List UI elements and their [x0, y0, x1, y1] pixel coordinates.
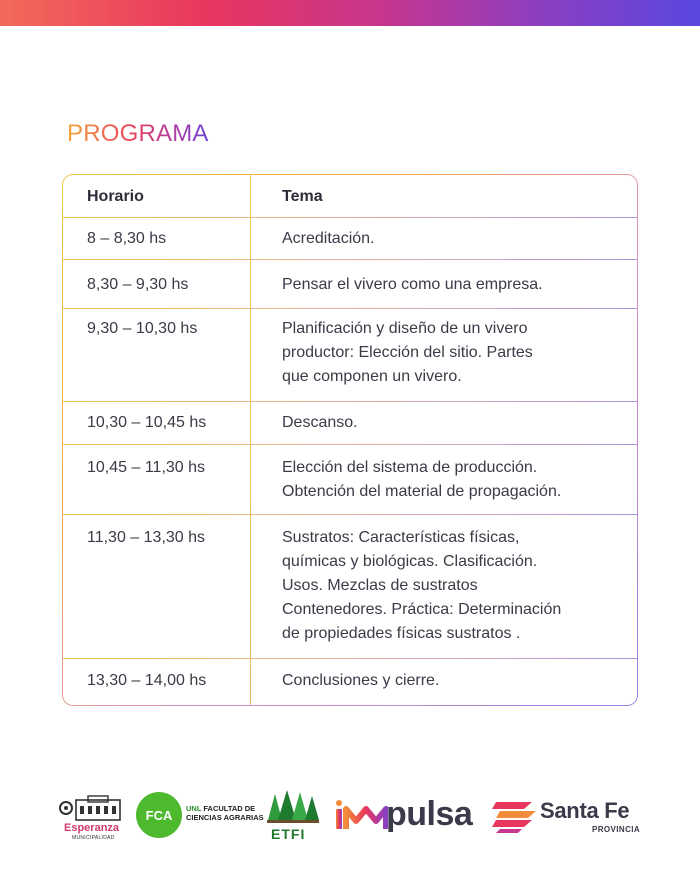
topic-line: Contenedores. Práctica: Determinación: [282, 601, 562, 618]
impulsa-wordmark: pulsa: [386, 795, 473, 833]
row-time: 11,30 – 13,30 hs: [87, 529, 206, 546]
row-time: 8,30 – 9,30 hs: [87, 276, 189, 293]
santafe-subtitle: PROVINCIA: [592, 825, 641, 834]
header-tema: Tema: [282, 188, 323, 205]
table-row: [63, 402, 637, 445]
row-time: 10,30 – 10,45 hs: [87, 414, 207, 431]
topic-line: Obtención del material de propagación.: [282, 483, 562, 500]
topic-line: de propiedades físicas sustratos .: [282, 625, 521, 642]
topic-line: Pensar el vivero como una empresa.: [282, 276, 543, 293]
row-topic: [282, 456, 622, 504]
topic-line: Conclusiones y cierre.: [282, 672, 440, 689]
topic-line: Elección del sistema de producción.: [282, 459, 538, 476]
topic-line: que componen un vivero.: [282, 368, 462, 385]
table-row: [63, 309, 637, 402]
trees-icon: [267, 790, 319, 828]
santafe-wordmark: Santa Fe: [540, 798, 630, 823]
santafe-flag-icon: [492, 798, 536, 834]
etfi-logo: [267, 790, 319, 842]
row-time: 10,45 – 11,30 hs: [87, 459, 206, 476]
etfi-wordmark: ETFI: [271, 826, 306, 842]
row-time: 9,30 – 10,30 hs: [87, 320, 198, 337]
schedule-table: [62, 174, 638, 706]
topic-line: productor: Elección del sitio. Partes: [282, 344, 533, 361]
topic-line: Acreditación.: [282, 230, 375, 247]
header-horario: Horario: [87, 188, 144, 205]
unl-label: UNL: [186, 804, 202, 813]
table-row: [63, 445, 637, 515]
impulsa-mark-icon: [334, 799, 388, 833]
sponsor-logos: [0, 780, 700, 850]
topic-line: químicas y biológicas. Clasificación.: [282, 553, 538, 570]
row-time: 8 – 8,30 hs: [87, 230, 167, 247]
topic-line: Sustratos: Características físicas,: [282, 529, 520, 546]
table-row: [63, 659, 637, 705]
impulsa-logo: [334, 795, 482, 835]
table-row: [63, 515, 637, 659]
row-topic: [282, 227, 622, 251]
page-title: PROGRAMA: [67, 120, 209, 147]
fca-line1: FACULTAD DE: [203, 804, 256, 813]
table-row: [63, 260, 637, 309]
topic-line: Descanso.: [282, 414, 358, 431]
esperanza-building-icon: [58, 794, 124, 824]
topic-line: Usos. Mezclas de sustratos: [282, 577, 478, 594]
fca-text: [186, 804, 264, 822]
row-time: 13,30 – 14,00 hs: [87, 672, 207, 689]
topic-line: Planificación y diseño de un vivero: [282, 320, 528, 337]
esperanza-subtitle: MUNICIPALIDAD: [72, 835, 115, 841]
fca-badge: FCA: [136, 792, 182, 838]
schedule-table-body: [63, 175, 637, 705]
santafe-logo: [492, 798, 652, 838]
row-topic: [282, 411, 622, 435]
table-row: [63, 218, 637, 260]
top-gradient-bar: [0, 0, 700, 26]
table-header-row: [63, 175, 637, 218]
row-topic: [282, 669, 622, 693]
esperanza-logo: [58, 794, 124, 842]
row-topic: [282, 526, 622, 646]
row-topic: [282, 317, 622, 389]
row-topic: [282, 273, 622, 297]
esperanza-wordmark: Esperanza: [64, 822, 120, 834]
fca-line2: CIENCIAS AGRARIAS: [186, 813, 264, 822]
